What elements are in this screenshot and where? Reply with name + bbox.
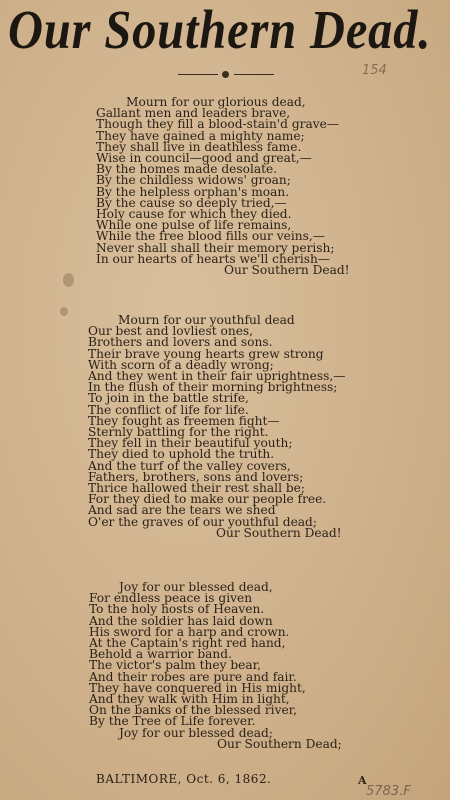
ornament-dot [222, 71, 229, 78]
stain-mark [63, 273, 74, 287]
stanza-1 [96, 97, 350, 276]
stanza-line: For they died to make our people free. [88, 492, 327, 507]
printer-mark: A [358, 774, 367, 787]
stanza-line: Their brave young hearts grew strong [88, 346, 324, 361]
stanza-line: And the turf of the valley covers, [88, 458, 291, 473]
stanza-line: Fathers, brothers, sons and lovers; [88, 469, 304, 484]
stanza-signoff: Our Southern Dead! [216, 525, 342, 540]
stanza-line: Behold a warrior band. [89, 647, 232, 662]
stanza-signoff: Our Southern Dead! [224, 263, 350, 278]
stanza-line: While the free blood fills our veins,— [96, 229, 325, 244]
stanza-line: In our hearts of hearts we'll cherish— [96, 251, 331, 266]
stanza-line: By the Tree of Life forever. [89, 714, 256, 729]
stanza-line: Mourn for our youthful dead [118, 313, 295, 327]
stanza-line: They died to uphold the truth. [88, 447, 275, 462]
stanza-line: The victor's palm they bear, [89, 658, 261, 673]
stanza-line: His sword for a harp and crown. [89, 624, 290, 639]
stanza-line: Wise in council—good and great,— [96, 151, 312, 166]
catalog-number: 5783.F [366, 784, 411, 799]
stanza-line: Sternly battling for the right. [88, 425, 269, 440]
stanza-line: In the flush of their morning brightness; [88, 380, 338, 395]
stain-mark [60, 307, 68, 316]
stanza-line: Gallant men and leaders brave, [96, 106, 291, 121]
stanza-line: To the holy hosts of Heaven. [89, 602, 265, 617]
stanza-line: Joy for our blessed dead; [119, 725, 273, 740]
ornament-rule-left [178, 74, 218, 75]
title-ornament [178, 70, 274, 80]
stanza-line: Never shall shall their memory perish; [96, 240, 335, 255]
stanza-line: They have gained a mighty name; [96, 128, 305, 143]
stanza-line: The conflict of life for life. [88, 402, 249, 417]
stanza-line: By the helpless orphan's moan. [96, 184, 290, 199]
stanza-line: They fought as freemen fight— [88, 413, 280, 428]
broadside-title: Our Southern Dead. [8, 0, 432, 60]
stanza-line: And sad are the tears we shed [88, 503, 276, 518]
stanza-line: Joy for our blessed dead, [119, 580, 273, 594]
stanza-line: And they walk with Him in light, [89, 692, 290, 707]
stanza-line: O'er the graves of our youthful dead; [88, 514, 317, 529]
stanza-line: Though they fill a blood-stain'd grave— [96, 117, 340, 132]
stanza-line: By the cause so deeply tried,— [96, 195, 287, 210]
stanza-line: By the homes made desolate. [96, 162, 278, 177]
stanza-signoff: Our Southern Dead; [217, 736, 342, 751]
stanza-line: Mourn for our glorious dead, [126, 95, 306, 109]
stanza-line: At the Captain's right red hand, [89, 636, 286, 651]
stanza-line: Brothers and lovers and sons. [88, 335, 273, 350]
manuscript-number: 154 [362, 63, 387, 78]
stanza-line: By the childless widows' groan; [96, 173, 291, 188]
stanza-line: And the soldier has laid down [89, 613, 273, 628]
stanza-line: Holy cause for which they died. [96, 207, 292, 222]
stanza-line: For endless peace is given [89, 591, 253, 606]
stanza-line: To join in the battle strife, [88, 391, 249, 406]
stanza-line: With scorn of a deadly wrong; [88, 357, 274, 372]
stanza-line: And their robes are pure and fair. [89, 669, 297, 684]
stanza-line: And they went in their fair uprightness,— [88, 369, 346, 384]
ornament-rule-right [234, 74, 274, 75]
stanza-2 [88, 315, 345, 539]
stanza-line: They fell in their beautiful youth; [88, 436, 293, 451]
stanza-line: Our best and lovliest ones, [88, 324, 254, 339]
stanza-line: They shall live in deathless fame. [96, 139, 302, 154]
stanza-line: They have conquered in His might, [89, 680, 306, 695]
stanza-line: Thrice hallowed their rest shall be; [88, 481, 305, 496]
stanza-line: While one pulse of life remains, [96, 218, 292, 233]
stanza-line: On the banks of the blessed river, [89, 703, 298, 718]
stanza-3 [89, 582, 342, 750]
place-date-line: BALTIMORE, Oct. 6, 1862. [96, 772, 272, 786]
